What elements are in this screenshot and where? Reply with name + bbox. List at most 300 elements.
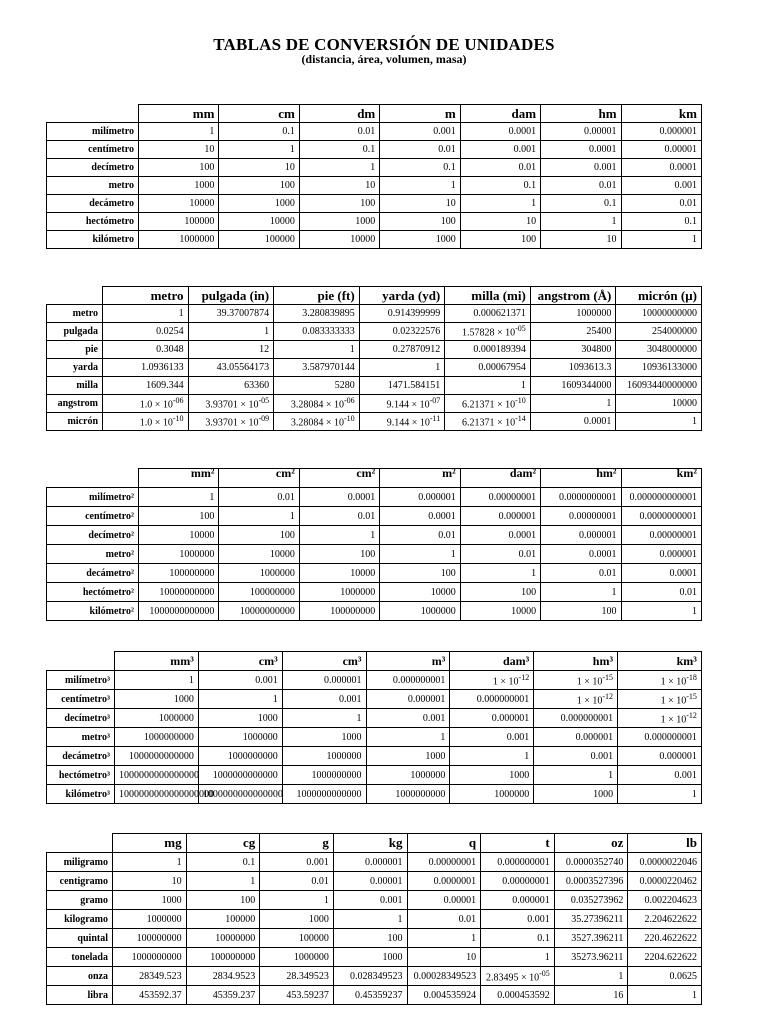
table-row [47, 377, 702, 395]
table-cell: 0.0003527396 [554, 872, 628, 891]
table-row [47, 583, 702, 602]
table-cell: 0.0254 [103, 323, 189, 341]
column-header: g [260, 834, 334, 853]
table-cell: 1000000 [219, 564, 299, 583]
table-cell: 0.001 [260, 853, 334, 872]
table-cell: 10936133000 [616, 359, 702, 377]
table-cell: $6.21371 \times 10^{-10}$ [445, 395, 531, 413]
column-header: dam³ [450, 652, 534, 671]
table-cell: 0.0001 [621, 564, 701, 583]
table-cell: 100 [380, 564, 460, 583]
row-label: kilómetro³ [47, 785, 115, 804]
table-cell: 100 [219, 526, 299, 545]
table-cell: 1 [274, 341, 360, 359]
table-cell: 0.01 [380, 141, 460, 159]
table-cell: 1 [554, 967, 628, 986]
table-row [47, 545, 702, 564]
column-header: m [380, 105, 460, 123]
table-cell: 100 [139, 159, 219, 177]
row-label: angstrom [47, 395, 103, 413]
table-row [47, 967, 702, 986]
table-cell: 1 [460, 564, 540, 583]
table-cell: 3.280839895 [274, 305, 360, 323]
table-cell: 0.00001 [541, 123, 621, 141]
table-cell: 10 [113, 872, 187, 891]
table-cell: 1 [299, 159, 379, 177]
table-cell: 1000 [333, 948, 407, 967]
column-header: cm³ [282, 652, 366, 671]
table-cell: 0.0000352740 [554, 853, 628, 872]
table-cell: 0.27870912 [359, 341, 445, 359]
table-cell: 1000 [299, 213, 379, 231]
table-cell: $1.0 \times 10^{-10}$ [103, 413, 189, 431]
column-header: hm [541, 105, 621, 123]
table-row [47, 231, 702, 249]
corner-cell [47, 652, 115, 671]
column-header: cm² [219, 469, 299, 488]
table-cell: $1 \times 10^{-12}$ [534, 690, 618, 709]
table-cell: 254000000 [616, 323, 702, 341]
column-header: mm [139, 105, 219, 123]
row-label: decámetro [47, 195, 139, 213]
table-cell: $1.57828 \times 10^{-05}$ [445, 323, 531, 341]
table-cell: 1 [186, 872, 260, 891]
table-cell: 0.01 [219, 488, 299, 507]
table-cell: 1 [103, 305, 189, 323]
table-cell: 45359.237 [186, 986, 260, 1005]
column-header: cm² [299, 469, 379, 488]
table-cell: 1000000 [282, 747, 366, 766]
row-label: micrón [47, 413, 103, 431]
table-cell: 1000000 [366, 766, 450, 785]
table-cell: 1000000 [380, 602, 460, 621]
table-cell: 3527.396211 [554, 929, 628, 948]
table-cell: 1 [139, 123, 219, 141]
table-cell: 10000 [380, 583, 460, 602]
table-cell: 0.0000022046 [628, 853, 702, 872]
table-cell: 1000000 [115, 709, 199, 728]
table-cell: 1 [198, 690, 282, 709]
table-cell: 0.000001 [481, 891, 555, 910]
table-cell: 0.00000001 [541, 507, 621, 526]
header-row [47, 287, 702, 305]
table-cell: 1 [621, 602, 701, 621]
column-header: cg [186, 834, 260, 853]
table-cell: 0.01 [299, 507, 379, 526]
row-label: metro [47, 177, 139, 195]
table-cell: 0.0001 [460, 526, 540, 545]
table-cell: 0.1 [621, 213, 701, 231]
table-cell: 16 [554, 986, 628, 1005]
table-row [47, 891, 702, 910]
row-label: centímetro [47, 141, 139, 159]
table-cell: 1 [219, 141, 299, 159]
row-label: metro [47, 305, 103, 323]
table-cell: 0.00001 [333, 872, 407, 891]
table-row [47, 929, 702, 948]
table-cell: 1 [628, 986, 702, 1005]
table-cell: 0.1 [219, 123, 299, 141]
table-cell: 1 [282, 709, 366, 728]
table-cell: $1.0 \times 10^{-06}$ [103, 395, 189, 413]
table-cell: 1000000000000000 [115, 766, 199, 785]
conversion-table-volumen [46, 651, 702, 804]
table-cell: 39.37007874 [188, 305, 274, 323]
table-cell: 10000 [219, 213, 299, 231]
table-cell: 10000 [139, 195, 219, 213]
table-cell: 1.0936133 [103, 359, 189, 377]
table-cell: 1000000000000000000 [115, 785, 199, 804]
table-cell: 0.000001 [282, 671, 366, 690]
table-row [47, 507, 702, 526]
table-row [47, 305, 702, 323]
column-header: dam [460, 105, 540, 123]
table-cell: 10 [541, 231, 621, 249]
table-cell: 0.028349523 [333, 967, 407, 986]
table-cell: 1000000000 [115, 728, 199, 747]
table-cell: 1 [534, 766, 618, 785]
table-cell: 1 [445, 377, 531, 395]
table-cell: 28349.523 [113, 967, 187, 986]
table-cell: $9.144 \times 10^{-07}$ [359, 395, 445, 413]
table-cell: 10000 [219, 545, 299, 564]
table-cell: 10000 [616, 395, 702, 413]
page-title: TABLAS DE CONVERSIÓN DE UNIDADES [213, 35, 555, 54]
table-cell: 0.001 [534, 747, 618, 766]
table-row [47, 671, 702, 690]
row-label: decímetro² [47, 526, 139, 545]
table-cell: 1 [359, 359, 445, 377]
table-cell: 1093613.3 [530, 359, 616, 377]
column-header: cm³ [198, 652, 282, 671]
table-cell: 0.00000001 [621, 526, 701, 545]
table-cell: 35.27396211 [554, 910, 628, 929]
table-row [47, 395, 702, 413]
table-cell: 1471.584151 [359, 377, 445, 395]
table-cell: 100 [333, 929, 407, 948]
table-cell: 0.001 [541, 159, 621, 177]
table-row [47, 785, 702, 804]
column-header: cm [219, 105, 299, 123]
table-cell: 2204.622622 [628, 948, 702, 967]
table-row [47, 195, 702, 213]
conversion-table-masa [46, 833, 702, 1005]
table-cell: $6.21371 \times 10^{-14}$ [445, 413, 531, 431]
table-cell: 1000000 [139, 545, 219, 564]
table-cell: 0.000189394 [445, 341, 531, 359]
row-label: yarda [47, 359, 103, 377]
table-row [47, 341, 702, 359]
table-cell: 0.000000001 [366, 671, 450, 690]
table-cell: 0.0001 [380, 507, 460, 526]
table-cell: 1 [407, 929, 481, 948]
table-cell: $3.93701 \times 10^{-09}$ [188, 413, 274, 431]
table-cell: 0.1 [460, 177, 540, 195]
table-row [47, 564, 702, 583]
table-cell: 10000 [460, 602, 540, 621]
table-cell: 28.349523 [260, 967, 334, 986]
corner-cell [47, 287, 103, 305]
table-cell: 1000 [198, 709, 282, 728]
column-header: mm³ [115, 652, 199, 671]
table-cell: 1 [618, 785, 702, 804]
table-cell: 100 [219, 177, 299, 195]
page-subtitle: (distancia, área, volumen, masa) [301, 52, 467, 66]
table-cell: 1000 [219, 195, 299, 213]
table-cell: 1 [530, 395, 616, 413]
column-header: micrón (μ) [616, 287, 702, 305]
table-cell: 1000 [260, 910, 334, 929]
table-cell: 0.01 [621, 583, 701, 602]
table-cell: 10 [407, 948, 481, 967]
column-header: km [621, 105, 701, 123]
table-cell: 1000000000000 [115, 747, 199, 766]
table-cell: 0.00000001 [407, 853, 481, 872]
table-cell: 453592.37 [113, 986, 187, 1005]
table-cell: 0.000001 [621, 545, 701, 564]
table-row [47, 159, 702, 177]
table-cell: 1000000000000 [139, 602, 219, 621]
table-cell: 0.00001 [407, 891, 481, 910]
header-row [47, 105, 702, 123]
table-cell: 0.0000000001 [541, 488, 621, 507]
table-cell: 1000000 [198, 728, 282, 747]
table-cell: 0.001 [621, 177, 701, 195]
table-cell: 0.0001 [530, 413, 616, 431]
table-cell: 0.001 [198, 671, 282, 690]
table-cell: 0.000001 [333, 853, 407, 872]
table-cell: 10 [460, 213, 540, 231]
row-label: decámetro³ [47, 747, 115, 766]
table-cell: 100000000 [113, 929, 187, 948]
table-cell: 1000000 [113, 910, 187, 929]
column-header: lb [628, 834, 702, 853]
table-cell: $1 \times 10^{-12}$ [618, 709, 702, 728]
table-cell: 0.01 [407, 910, 481, 929]
table-cell: 0.914399999 [359, 305, 445, 323]
table-cell: 0.0001 [541, 545, 621, 564]
table-cell: 10000 [299, 231, 379, 249]
row-label: centímetro³ [47, 690, 115, 709]
table-row [47, 323, 702, 341]
column-header: yarda (yd) [359, 287, 445, 305]
table-row [47, 709, 702, 728]
table-cell: $1 \times 10^{-15}$ [534, 671, 618, 690]
table-cell: 1609344000 [530, 377, 616, 395]
table-row [47, 766, 702, 785]
row-label: decímetro³ [47, 709, 115, 728]
row-label: hectómetro² [47, 583, 139, 602]
table-cell: 0.00067954 [445, 359, 531, 377]
table-cell: 10 [380, 195, 460, 213]
table-cell: 0.0000001 [407, 872, 481, 891]
column-header: hm² [541, 469, 621, 488]
table-row [47, 602, 702, 621]
table-cell: 0.0001 [621, 159, 701, 177]
table-cell: 0.01 [621, 195, 701, 213]
table-cell: 1 [621, 231, 701, 249]
table-cell: 0.000001 [380, 488, 460, 507]
row-label: decímetro [47, 159, 139, 177]
table-cell: 0.000001 [460, 507, 540, 526]
row-label: miligramo [47, 853, 113, 872]
table-row [47, 690, 702, 709]
table-cell: 100000 [139, 213, 219, 231]
table-cell: 0.01 [299, 123, 379, 141]
table-cell: 1 [460, 195, 540, 213]
table-cell: 0.0001 [460, 123, 540, 141]
table-row [47, 359, 702, 377]
table-cell: 1000000 [139, 231, 219, 249]
header-row [47, 834, 702, 853]
corner-cell [47, 834, 113, 853]
table-cell: 0.01 [541, 564, 621, 583]
column-header: metro [103, 287, 189, 305]
table-cell: 0.0000220462 [628, 872, 702, 891]
table-row [47, 910, 702, 929]
table-cell: 1000000000000000 [198, 785, 282, 804]
table-cell: 0.000621371 [445, 305, 531, 323]
table-cell: 100 [299, 545, 379, 564]
row-label: tonelada [47, 948, 113, 967]
table-cell: 2834.9523 [186, 967, 260, 986]
table-cell: 0.004535924 [407, 986, 481, 1005]
table-row [47, 526, 702, 545]
table-cell: 10 [139, 141, 219, 159]
table-cell: 1000000000 [282, 766, 366, 785]
table-cell: 0.0001 [541, 141, 621, 159]
column-header: hm³ [534, 652, 618, 671]
table-cell: 100000 [219, 231, 299, 249]
table-cell: $9.144 \times 10^{-11}$ [359, 413, 445, 431]
column-header: km² [621, 469, 701, 488]
table-cell: 1000 [282, 728, 366, 747]
row-label: quintal [47, 929, 113, 948]
table-cell: 3.587970144 [274, 359, 360, 377]
table-cell: 0.1 [299, 141, 379, 159]
table-cell: 1 [219, 507, 299, 526]
table-cell: 0.01 [541, 177, 621, 195]
table-cell: 0.00028349523 [407, 967, 481, 986]
table-cell: 0.000000001 [534, 709, 618, 728]
table-cell: 0.02322576 [359, 323, 445, 341]
table-cell: 2.204622622 [628, 910, 702, 929]
table-cell: 3048000000 [616, 341, 702, 359]
table-cell: 1 [541, 583, 621, 602]
table-row [47, 872, 702, 891]
table-row [47, 986, 702, 1005]
table-cell: $1 \times 10^{-18}$ [618, 671, 702, 690]
table-cell: $1 \times 10^{-15}$ [618, 690, 702, 709]
table-cell: 0.000001 [621, 123, 701, 141]
table-cell: 1 [366, 728, 450, 747]
row-label: milímetro² [47, 488, 139, 507]
conversion-table-area [46, 468, 702, 621]
table-cell: 0.1 [186, 853, 260, 872]
column-header: pie (ft) [274, 287, 360, 305]
table-cell: 453.59237 [260, 986, 334, 1005]
row-label: pulgada [47, 323, 103, 341]
table-cell: 16093440000000 [616, 377, 702, 395]
table-cell: 1000 [115, 690, 199, 709]
table-cell: 12 [188, 341, 274, 359]
table-cell: 0.001 [282, 690, 366, 709]
table-cell: 1000000000 [198, 747, 282, 766]
table-cell: 0.00001 [621, 141, 701, 159]
table-cell: 1 [380, 177, 460, 195]
column-header: mm² [139, 469, 219, 488]
header-row [47, 652, 702, 671]
table-cell: 25400 [530, 323, 616, 341]
table-cell: 100 [541, 602, 621, 621]
table-cell: 1 [481, 948, 555, 967]
conversion-table-longitud-metrico [46, 104, 702, 249]
table-cell: 1 [188, 323, 274, 341]
table-cell: 1000 [450, 766, 534, 785]
table-row [47, 141, 702, 159]
table-cell: 0.0001 [299, 488, 379, 507]
row-label: kilómetro² [47, 602, 139, 621]
table-cell: 10000000000 [139, 583, 219, 602]
table-cell: 1000000000 [366, 785, 450, 804]
conversion-table-longitud-mixta [46, 286, 702, 431]
table-cell: 0.001 [460, 141, 540, 159]
table-cell: $2.83495 \times 10^{-05}$ [481, 967, 555, 986]
column-header: pulgada (in) [188, 287, 274, 305]
table-cell: 0.45359237 [333, 986, 407, 1005]
table-row [47, 177, 702, 195]
table-cell: 0.01 [380, 526, 460, 545]
row-label: milla [47, 377, 103, 395]
table-cell: 100000000 [139, 564, 219, 583]
column-header: dm [299, 105, 379, 123]
table-cell: 0.000001 [534, 728, 618, 747]
table-cell: 1 [260, 891, 334, 910]
row-label: pie [47, 341, 103, 359]
table-cell: 0.001 [618, 766, 702, 785]
table-cell: 1 [450, 747, 534, 766]
table-cell: 1 [616, 413, 702, 431]
column-header: angstrom (Å) [530, 287, 616, 305]
row-label: milímetro³ [47, 671, 115, 690]
table-cell: 0.002204623 [628, 891, 702, 910]
row-label: milímetro [47, 123, 139, 141]
table-cell: 1000 [534, 785, 618, 804]
table-cell: 100 [460, 231, 540, 249]
table-cell: $3.28084 \times 10^{-06}$ [274, 395, 360, 413]
table-cell: 1 [299, 526, 379, 545]
table-cell: 0.01 [460, 545, 540, 564]
table-cell: 0.1 [541, 195, 621, 213]
table-cell: 0.01 [260, 872, 334, 891]
table-cell: 10000000000 [219, 602, 299, 621]
column-header: oz [554, 834, 628, 853]
table-cell: 100 [139, 507, 219, 526]
table-cell: 0.000001 [366, 690, 450, 709]
table-cell: 1 [541, 213, 621, 231]
column-header: dam² [460, 469, 540, 488]
table-cell: 0.000453592 [481, 986, 555, 1005]
table-cell: 0.000000001 [618, 728, 702, 747]
table-cell: 1000 [113, 891, 187, 910]
table-cell: 0.083333333 [274, 323, 360, 341]
column-header: km³ [618, 652, 702, 671]
table-cell: 63360 [188, 377, 274, 395]
row-label: kilómetro [47, 231, 139, 249]
table-cell: 0.001 [366, 709, 450, 728]
row-label: metro³ [47, 728, 115, 747]
column-header: m² [380, 469, 460, 488]
